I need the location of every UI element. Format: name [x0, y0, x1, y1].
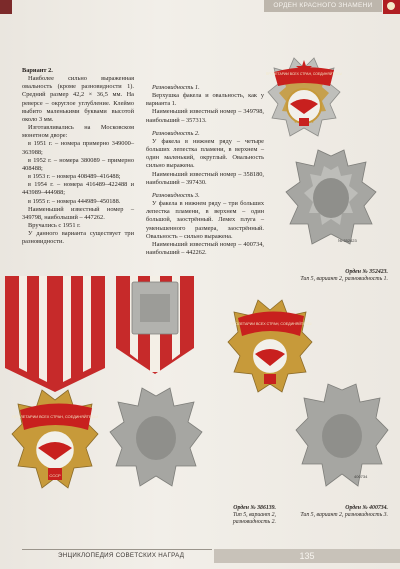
- paragraph: в 1954 г. – номера 416489–422488 и 443989–444988;: [22, 181, 134, 197]
- caption-line: Тип 5, вариант 2, разновидность 1.: [300, 276, 388, 283]
- caption-line: Тип 5, вариант 2, разновидность 3.: [300, 512, 388, 519]
- banner-text: ПРОЛЕТАРИИ ВСЕХ СТРАН, СОЕДИНЯЙТЕСЬ!: [12, 415, 98, 419]
- banner-text: ПРОЛЕТАРИИ ВСЕХ СТРАН, СОЕДИНЯЙТЕСЬ!: [230, 322, 312, 326]
- medal-1-banner-text: [265, 70, 343, 82]
- medal-obverse-2: [12, 390, 98, 502]
- medal-reverse-2: [110, 388, 202, 500]
- paragraph: в 1951 г. – номера примерно 349000–363988;: [22, 140, 134, 156]
- caption-line: Орден № 400734.: [345, 505, 388, 511]
- caption-line: Орден № 352423.: [345, 269, 388, 275]
- caption-line: Орден № 386139.: [233, 505, 276, 511]
- paragraph: У данного варианта существует три разновидности.: [22, 230, 134, 246]
- footer-rule: [22, 549, 212, 550]
- paragraph: Верхушка факела и овальность, как у варианта 1.: [146, 92, 264, 108]
- caption-line: Тип 5, вариант 2,: [232, 512, 276, 519]
- paragraph: Наименьший известный номер – 349798, наибольший – 357313.: [146, 108, 264, 124]
- header-left-edge: [0, 0, 12, 14]
- variant-heading: Вариант 2.: [22, 67, 53, 74]
- caption-line: разновидность 2.: [232, 519, 276, 526]
- variant-2-text: [22, 67, 134, 246]
- subvariants-text: [146, 84, 264, 257]
- footer-title: ЭНЦИКЛОПЕДИЯ СОВЕТСКИХ НАГРАД: [58, 552, 185, 559]
- paragraph: У факела в нижнем ряду – три больших лепестка пламени, в верхнем – один большой, заострённый. Лемех плуга – уменьшенного размера, заострённый. Овальность – сильно выражена.: [146, 200, 264, 240]
- paragraph: У факела в нижнем ряду – четыре больших лепестка пламени, в верхнем – один маленький, округлый. Овальность сильно выражена.: [146, 137, 264, 170]
- paragraph: Наиболее сильно выраженная овальность (кроме разновидности 1). Средний размер 42,2 × 36,5 мм. На реверсе – округлое углубление. Клеймо выбито маленькими буквами высотой около 3 мм.: [22, 75, 134, 123]
- order-emblem-icon: [383, 0, 400, 14]
- ribbon-bar: [5, 276, 105, 392]
- ussr-text: СССР: [49, 473, 61, 478]
- medal-reverse-1: [286, 150, 376, 260]
- caption-medal-3: [254, 505, 388, 519]
- subvariant-heading: Разновидность 1.: [152, 84, 200, 91]
- header-section-title: ОРДЕН КРАСНОГО ЗНАМЕНИ: [264, 0, 382, 12]
- paragraph: в 1953 г. – номера 408489–416488;: [28, 173, 121, 181]
- subvariant-heading: Разновидность 3.: [152, 191, 200, 199]
- paragraph: Изготавливались на Московском монетном дворе:: [22, 124, 134, 140]
- paragraph: в 1955 г. – номера 444989–450188.: [28, 197, 121, 205]
- caption-medal-1: [218, 269, 388, 283]
- paragraph: Вручались с 1951 г.: [28, 221, 81, 229]
- reverse-stamp-number: № 352423: [338, 238, 357, 243]
- subvariant-heading: Разновидность 2.: [152, 129, 200, 137]
- medal-reverse-3: [296, 384, 388, 502]
- paragraph: Наименьший известный номер – 349798, наибольший – 447262.: [22, 205, 134, 221]
- medal-obverse-3: [228, 300, 312, 396]
- ribbon-reverse: [106, 276, 204, 386]
- reverse-stamp-number: 400734: [354, 474, 368, 479]
- paragraph: Наименьший известный номер – 400734, наибольший – 442262.: [146, 240, 264, 256]
- page-number: 135: [299, 551, 315, 561]
- paragraph: в 1952 г. – номера 380089 – примерно 408488;: [22, 156, 134, 172]
- paragraph: Наименьший известный номер – 358180, наибольший – 397430.: [146, 170, 264, 186]
- banner-text: ПРОЛЕТАРИИ ВСЕХ СТРАН, СОЕДИНЯЙТЕСЬ!: [265, 72, 343, 76]
